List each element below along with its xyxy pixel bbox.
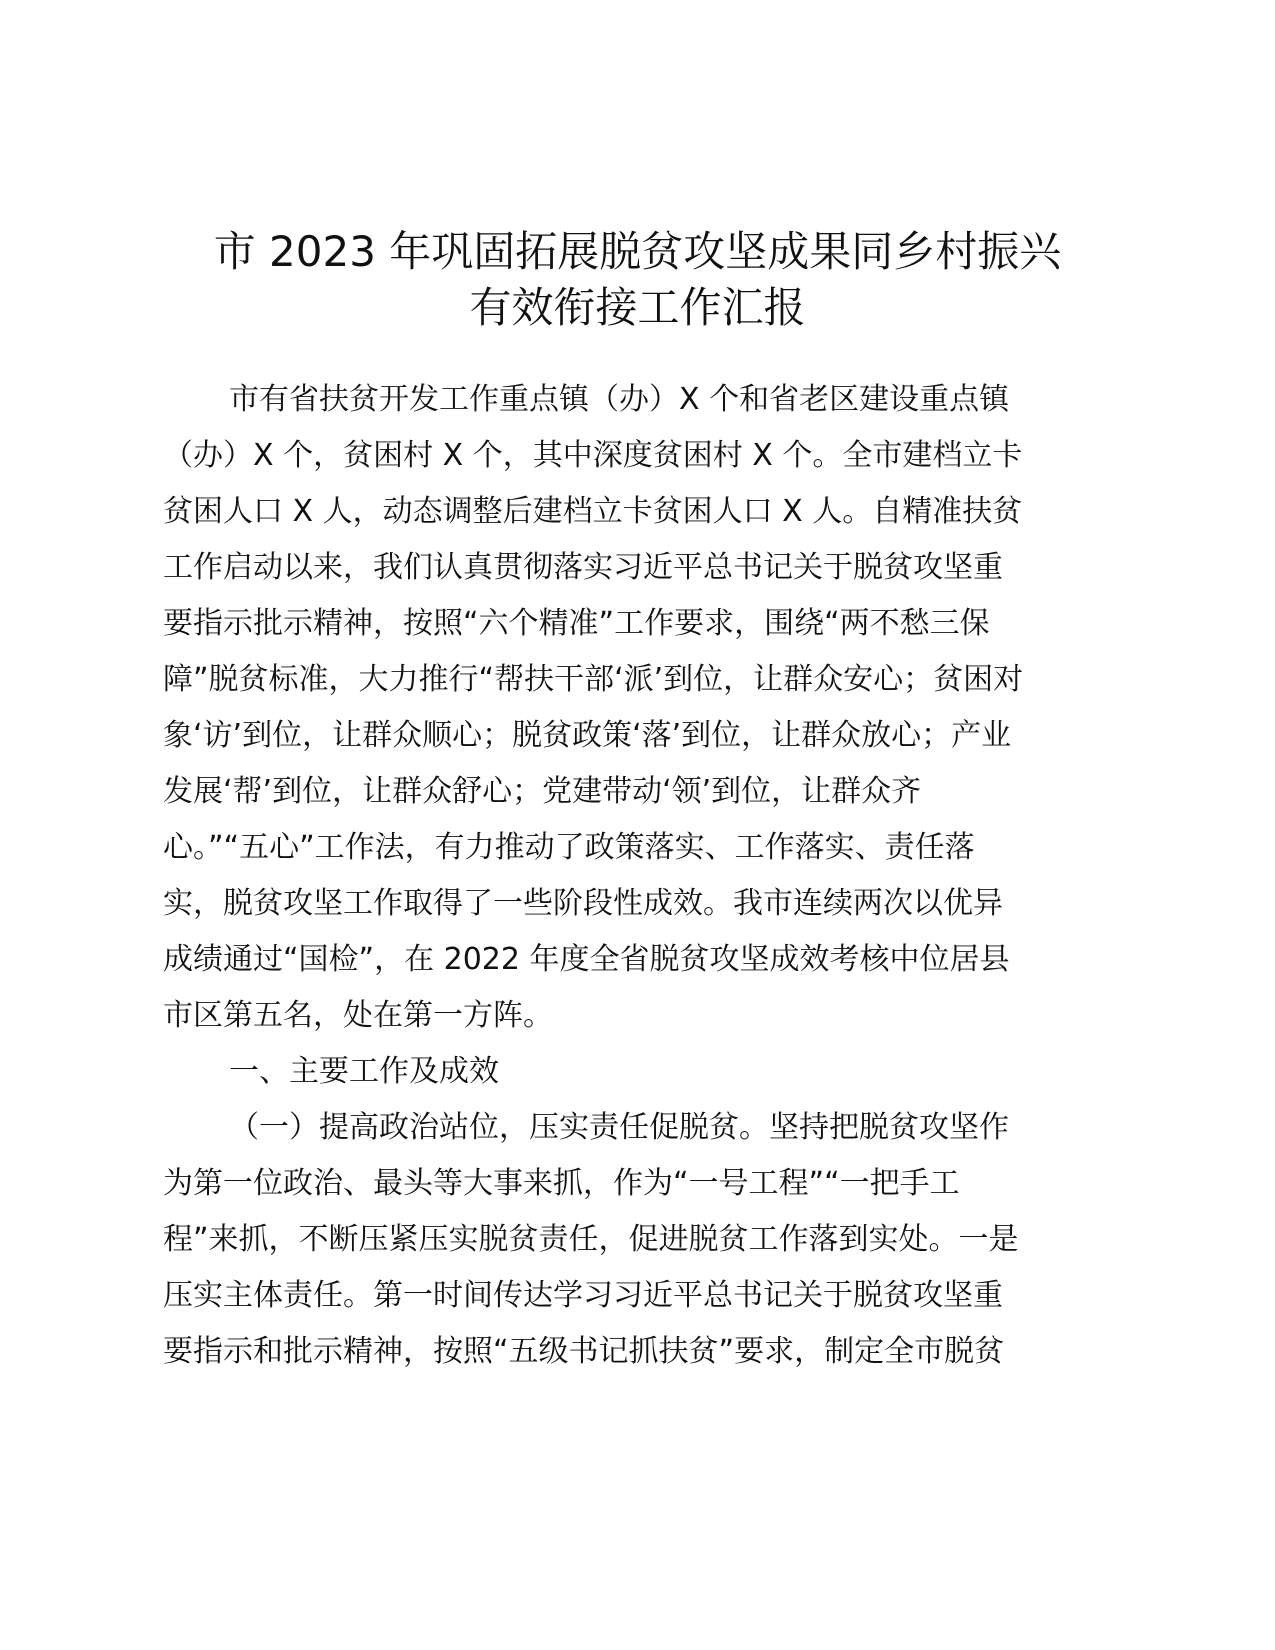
paragraph-line: 要指示和批示精神，按照“五级书记抓扶贫”要求，制定全市脱贫 [163, 1334, 1005, 1369]
intro-paragraph [163, 372, 1123, 1044]
paragraph-line: 贫困人口 X 人，动态调整后建档立卡贫困人口 X 人。自精准扶贫 [163, 494, 1023, 529]
paragraph-line: 为第一位政治、最头等大事来抓，作为“一号工程”“一把手工 [163, 1166, 960, 1201]
title-line-1: 市 2023 年巩固拓展脱贫攻坚成果同乡村振兴 [213, 227, 1062, 276]
section-paragraph [163, 1100, 1123, 1380]
paragraph-line: 压实主体责任。第一时间传达学习习近平总书记关于脱贫攻坚重 [163, 1278, 1003, 1313]
paragraph-line: 障”脱贫标准，大力推行“帮扶干部‘派’到位，让群众安心；贫困对 [163, 662, 1024, 697]
document-body [163, 372, 1123, 1380]
paragraph-line: 发展‘帮’到位，让群众舒心；党建带动‘领’到位，让群众齐 [163, 774, 922, 809]
title-line-2: 有效衔接工作汇报 [469, 283, 806, 332]
paragraph-line: 市有省扶贫开发工作重点镇（办）X 个和省老区建设重点镇 [229, 382, 1010, 417]
document-title [160, 220, 1115, 332]
paragraph-line: 实，脱贫攻坚工作取得了一些阶段性成效。我市连续两次以优异 [163, 886, 1003, 921]
paragraph-line: 市区第五名，处在第一方阵。 [163, 998, 553, 1033]
paragraph-line: 要指示批示精神，按照“六个精准”工作要求，围绕“两不愁三保 [163, 606, 990, 641]
paragraph-line: 象‘访’到位，让群众顺心；脱贫政策‘落’到位，让群众放心；产业 [163, 718, 1012, 753]
paragraph-line: 工作启动以来，我们认真贯彻落实习近平总书记关于脱贫攻坚重 [163, 550, 1003, 585]
paragraph-line: 心。”“五心”工作法，有力推动了政策落实、工作落实、责任落 [163, 830, 975, 865]
paragraph-line: 程”来抓，不断压紧压实脱贫责任，促进脱贫工作落到实处。一是 [163, 1222, 1019, 1257]
paragraph-line: （办）X 个，贫困村 X 个，其中深度贫困村 X 个。全市建档立卡 [163, 438, 1023, 473]
paragraph-line: （一）提高政治站位，压实责任促脱贫。坚持把脱贫攻坚作 [229, 1110, 1009, 1145]
paragraph-line: 成绩通过“国检”，在 2022 年度全省脱贫攻坚成效考核中位居县 [163, 942, 1010, 977]
section-heading: 一、主要工作及成效 [229, 1054, 499, 1089]
